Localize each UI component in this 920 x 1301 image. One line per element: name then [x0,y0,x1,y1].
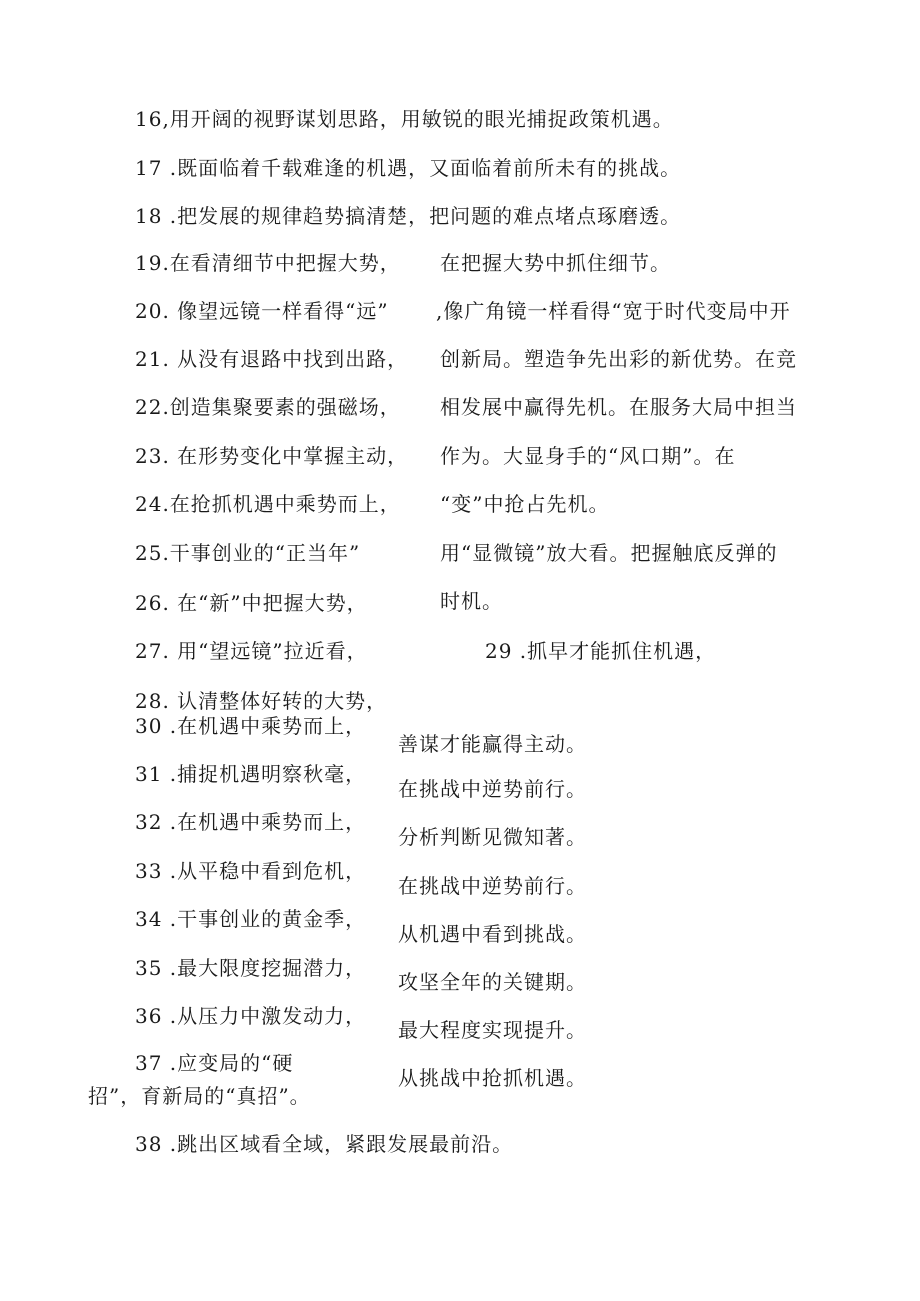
text-line-36: 36 .从压力中激发动力， [135,1004,367,1028]
text-right-31: 在挑战中逆势前行。 [398,777,587,801]
text-right-33: 在挑战中逆势前行。 [398,874,587,898]
text-line-24: 24.在抢抓机遇中乘势而上， [135,492,401,516]
text-right-34: 从机遇中看到挑战。 [398,922,587,946]
text-line-35: 35 .最大限度挖掘潜力， [135,956,367,980]
text-line-34: 34 .干事创业的黄金季， [135,907,367,931]
text-line-22: 22.创造集聚要素的强磁场， [135,395,401,419]
text-right-20: ,像广角镜一样看得“宽于时代变局中开 [436,299,791,323]
text-line-20: 20. 像望远镜一样看得“远” [135,299,389,323]
text-line-16: 16,用开阔的视野谋划思路，用敏锐的眼光捕捉政策机遇。 [135,107,674,131]
text-right-30: 善谋才能赢得主动。 [398,732,587,756]
text-line-25: 25.干事创业的“正当年” [135,541,361,565]
text-right-35: 攻坚全年的关键期。 [398,970,587,994]
text-right-19: 在把握大势中抓住细节。 [440,251,671,275]
text-line-37-cont: 招”，育新局的“真招”。 [88,1084,311,1108]
text-line-30: 30 .在机遇中乘势而上， [135,714,367,738]
text-right-37: 从挑战中抢抓机遇。 [398,1066,587,1090]
text-line-29: 29 .抓早才能抓住机遇， [485,639,717,663]
text-right-23: 作为。大显身手的“风口期”。在 [440,444,736,468]
text-line-21: 21. 从没有退路中找到出路， [135,347,409,371]
text-right-24: “变”中抢占先机。 [440,492,610,516]
text-right-36: 最大程度实现提升。 [398,1018,587,1042]
text-line-38: 38 .跳出区域看全域，紧跟发展最前沿。 [135,1132,514,1156]
text-right-22: 相发展中赢得先机。在服务大局中担当 [440,395,797,419]
text-line-31: 31 .捕捉机遇明察秋毫， [135,762,367,786]
text-right-25: 用“显微镜”放大看。把握触底反弹的 [440,541,778,565]
text-line-32: 32 .在机遇中乘势而上， [135,810,367,834]
text-line-19: 19.在看清细节中把握大势， [135,251,401,275]
text-right-26: 时机。 [440,589,503,613]
text-right-21: 创新局。塑造争先出彩的新优势。在竞 [440,347,797,371]
text-right-32: 分析判断见微知著。 [398,825,587,849]
text-line-18: 18 .把发展的规律趋势搞清楚，把问题的难点堵点琢磨透。 [135,204,682,228]
text-line-26: 26. 在“新”中把握大势， [135,591,368,615]
text-line-23: 23. 在形势变化中掌握主动， [135,444,409,468]
text-line-37: 37 .应变局的“硬 [135,1051,294,1075]
text-line-33: 33 .从平稳中看到危机， [135,859,367,883]
text-line-27: 27. 用“望远镜”拉近看， [135,639,368,663]
text-line-28: 28. 认清整体好转的大势， [135,689,388,713]
text-line-17: 17 .既面临着千载难逢的机遇，又面临着前所未有的挑战。 [135,156,682,180]
